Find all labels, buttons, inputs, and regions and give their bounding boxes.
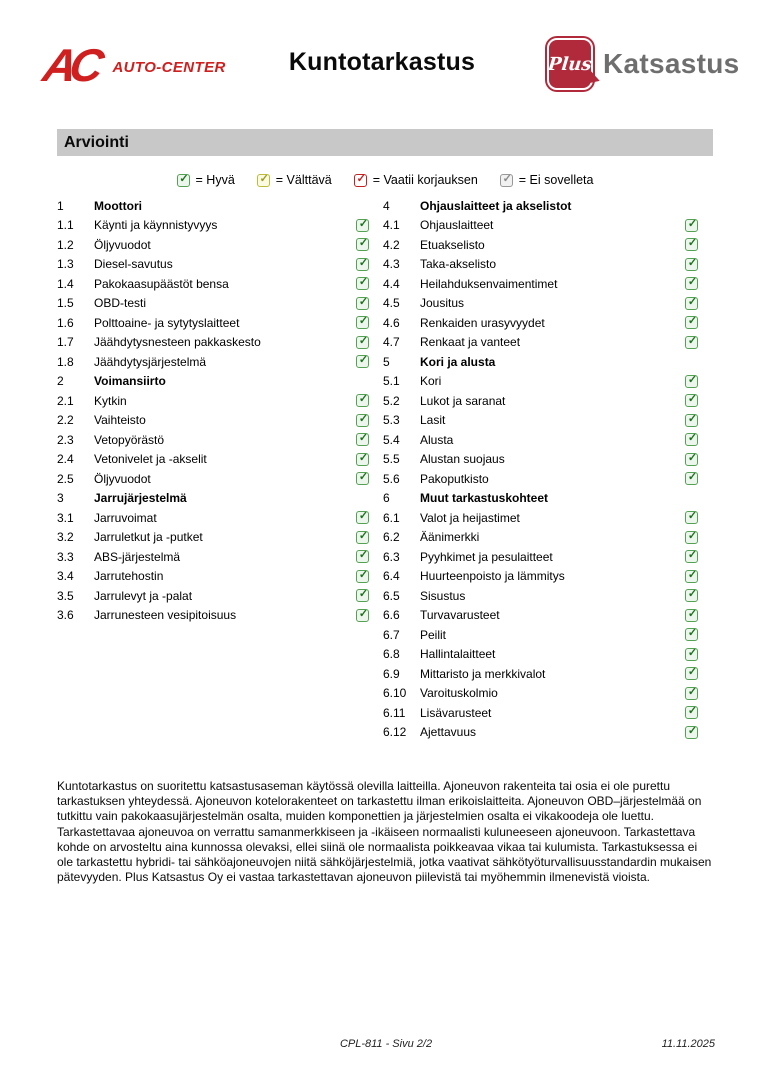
status-checkbox-na <box>500 174 513 187</box>
checklist-item-row <box>383 411 698 431</box>
status-checkbox-good <box>685 609 698 622</box>
status-checkbox-good <box>685 531 698 544</box>
check-icon: ✓ <box>687 666 698 679</box>
check-icon: ✓ <box>687 529 698 542</box>
item-label: Vetopyörästö <box>94 432 165 447</box>
item-number: 2.5 <box>57 471 74 486</box>
status-checkbox-good <box>356 219 369 232</box>
item-number: 6.11 <box>383 705 406 720</box>
checklist-section-row <box>383 352 698 372</box>
check-icon: ✓ <box>687 334 698 347</box>
checklist-item-row <box>57 216 369 236</box>
plus-katsastus-logo <box>545 38 740 90</box>
legend-item <box>500 173 594 187</box>
item-number: 4.2 <box>383 237 400 252</box>
item-label: Renkaat ja vanteet <box>420 335 521 350</box>
item-label: Jäähdytysjärjestelmä <box>94 354 207 369</box>
status-checkbox-good <box>685 453 698 466</box>
item-label: Heilahduksenvaimentimet <box>420 276 558 291</box>
checklist-section-row <box>383 489 698 509</box>
checklist-item-row <box>57 352 369 372</box>
item-label: Äänimerkki <box>420 530 480 545</box>
item-number: 3.6 <box>57 608 74 623</box>
status-checkbox-fair <box>257 174 270 187</box>
check-icon: ✓ <box>687 451 698 464</box>
item-number: 4 <box>383 198 390 213</box>
check-icon: ✓ <box>358 471 369 484</box>
checklist-item-row <box>57 430 369 450</box>
checklist-item-row <box>383 450 698 470</box>
item-number: 1.8 <box>57 354 74 369</box>
checklist-item-row <box>57 469 369 489</box>
item-label: Voimansiirto <box>94 374 166 389</box>
status-checkbox-good <box>356 531 369 544</box>
item-label: ABS-järjestelmä <box>94 549 181 564</box>
item-number: 1.1 <box>57 218 74 233</box>
plus-badge-text: Plus <box>547 53 593 75</box>
item-number: 1.2 <box>57 237 74 252</box>
item-number: 1.7 <box>57 335 74 350</box>
item-label: Alustan suojaus <box>420 452 505 467</box>
checklist-item-row <box>383 274 698 294</box>
checklist-item-row <box>383 567 698 587</box>
check-icon: ✓ <box>358 276 369 289</box>
check-icon: ✓ <box>687 685 698 698</box>
item-number: 6.4 <box>383 569 400 584</box>
status-checkbox-good <box>356 336 369 349</box>
item-label: Muut tarkastuskohteet <box>420 491 549 506</box>
checklist-item-row <box>383 313 698 333</box>
item-number: 6.5 <box>383 588 400 603</box>
item-label: Jarrutehostin <box>94 569 164 584</box>
footer <box>57 1038 715 1054</box>
item-number: 2.4 <box>57 452 74 467</box>
status-checkbox-good <box>685 297 698 310</box>
item-label: Lukot ja saranat <box>420 393 506 408</box>
checklist-item-row <box>383 528 698 548</box>
checklist <box>57 196 713 742</box>
check-icon: ✓ <box>687 588 698 601</box>
item-label: Ajettavuus <box>420 725 477 740</box>
check-icon: ✓ <box>687 393 698 406</box>
item-number: 6.7 <box>383 627 400 642</box>
checklist-section-row <box>57 372 369 392</box>
document-title: Kuntotarkastus <box>288 48 476 76</box>
item-number: 1.3 <box>57 257 74 272</box>
item-label: Jarruletkut ja -putket <box>94 530 203 545</box>
checklist-item-row <box>383 430 698 450</box>
item-number: 6.8 <box>383 647 400 662</box>
status-checkbox-good <box>685 238 698 251</box>
item-label: Diesel-savutus <box>94 257 173 272</box>
status-checkbox-good <box>356 472 369 485</box>
item-label: Jousitus <box>420 296 465 311</box>
status-checkbox-good <box>685 394 698 407</box>
checklist-item-row <box>57 508 369 528</box>
item-label: Vaihteisto <box>94 413 146 428</box>
item-number: 3.4 <box>57 569 74 584</box>
status-checkbox-good <box>685 628 698 641</box>
checklist-item-row <box>383 703 698 723</box>
check-icon: ✓ <box>502 172 512 185</box>
item-number: 6.12 <box>383 725 407 740</box>
item-label: Käynti ja käynnistyvyys <box>94 218 218 233</box>
status-checkbox-good <box>685 550 698 563</box>
item-number: 1.5 <box>57 296 74 311</box>
check-icon: ✓ <box>687 724 698 737</box>
checklist-item-row <box>383 664 698 684</box>
status-checkbox-good <box>177 174 190 187</box>
item-label: Öljyvuodot <box>94 237 151 252</box>
check-icon: ✓ <box>358 315 369 328</box>
item-number: 4.1 <box>383 218 400 233</box>
status-checkbox-good <box>685 414 698 427</box>
checklist-item-row <box>383 372 698 392</box>
status-checkbox-good <box>356 570 369 583</box>
check-icon: ✓ <box>687 627 698 640</box>
check-icon: ✓ <box>687 256 698 269</box>
checklist-column-left <box>57 196 369 742</box>
checklist-item-row <box>57 333 369 353</box>
legend-item <box>257 173 332 187</box>
item-number: 4.7 <box>383 335 400 350</box>
footer-page-number: CPL-811 - Sivu 2/2 <box>339 1038 433 1050</box>
item-label: Pakoputkisto <box>420 471 489 486</box>
checklist-item-row <box>383 469 698 489</box>
check-icon: ✓ <box>358 256 369 269</box>
item-label: Turvavarusteet <box>420 608 500 623</box>
status-checkbox-repair <box>354 174 367 187</box>
status-checkbox-good <box>685 648 698 661</box>
checklist-item-row <box>383 547 698 567</box>
item-number: 3.5 <box>57 588 74 603</box>
item-label: Peilit <box>420 627 447 642</box>
item-number: 6 <box>383 491 390 506</box>
ac-logo-text: AUTO-CENTER <box>112 58 226 76</box>
status-checkbox-good <box>356 394 369 407</box>
item-number: 1 <box>57 198 64 213</box>
status-checkbox-good <box>685 219 698 232</box>
checklist-item-row <box>57 274 369 294</box>
item-label: Valot ja heijastimet <box>420 510 520 525</box>
item-label: Mittaristo ja merkkivalot <box>420 666 546 681</box>
status-checkbox-good <box>356 453 369 466</box>
checklist-item-row <box>57 528 369 548</box>
checklist-item-row <box>383 723 698 743</box>
item-number: 3.1 <box>57 510 74 525</box>
status-checkbox-good <box>685 726 698 739</box>
checklist-item-row <box>57 411 369 431</box>
checklist-section-row <box>57 196 369 216</box>
item-number: 2.2 <box>57 413 74 428</box>
item-label: Kori ja alusta <box>420 354 496 369</box>
item-label: Jäähdytysnesteen pakkaskesto <box>94 335 261 350</box>
item-number: 2.3 <box>57 432 74 447</box>
item-number: 5.5 <box>383 452 400 467</box>
legend-label: = Vaatii korjauksen <box>372 173 478 187</box>
item-label: Ohjauslaitteet <box>420 218 494 233</box>
check-icon: ✓ <box>358 529 369 542</box>
status-checkbox-good <box>685 277 698 290</box>
item-number: 3.3 <box>57 549 74 564</box>
item-label: Öljyvuodot <box>94 471 151 486</box>
status-checkbox-good <box>356 258 369 271</box>
item-label: Moottori <box>94 198 142 213</box>
checklist-section-row <box>383 196 698 216</box>
item-number: 6.10 <box>383 686 407 701</box>
checklist-item-row <box>383 645 698 665</box>
status-checkbox-good <box>356 589 369 602</box>
item-number: 5.6 <box>383 471 400 486</box>
check-icon: ✓ <box>358 393 369 406</box>
check-icon: ✓ <box>687 295 698 308</box>
item-number: 4.3 <box>383 257 400 272</box>
check-icon: ✓ <box>358 334 369 347</box>
checklist-item-row <box>383 255 698 275</box>
status-checkbox-good <box>685 472 698 485</box>
checklist-item-row <box>57 547 369 567</box>
checklist-item-row <box>383 235 698 255</box>
check-icon: ✓ <box>687 471 698 484</box>
status-checkbox-good <box>356 297 369 310</box>
check-icon: ✓ <box>687 432 698 445</box>
checklist-item-row <box>383 294 698 314</box>
check-icon: ✓ <box>687 646 698 659</box>
check-icon: ✓ <box>358 354 369 367</box>
status-checkbox-good <box>356 511 369 524</box>
legend-label: = Hyvä <box>195 173 235 187</box>
status-checkbox-good <box>685 258 698 271</box>
legend-item <box>177 173 235 187</box>
item-label: OBD-testi <box>94 296 147 311</box>
item-label: Kytkin <box>94 393 127 408</box>
item-label: Vetonivelet ja -akselit <box>94 452 207 467</box>
checklist-item-row <box>57 255 369 275</box>
check-icon: ✓ <box>687 510 698 523</box>
speech-bubble-tail-icon <box>586 70 602 87</box>
checklist-item-row <box>57 450 369 470</box>
checklist-item-row <box>57 235 369 255</box>
checklist-item-row <box>383 625 698 645</box>
check-icon: ✓ <box>358 568 369 581</box>
check-icon: ✓ <box>358 237 369 250</box>
checklist-item-row <box>57 586 369 606</box>
item-number: 1.4 <box>57 276 74 291</box>
item-number: 5.1 <box>383 374 400 389</box>
item-number: 6.9 <box>383 666 400 681</box>
checklist-item-row <box>57 294 369 314</box>
checklist-item-row <box>383 586 698 606</box>
item-number: 1.6 <box>57 315 74 330</box>
status-checkbox-good <box>685 511 698 524</box>
legend-label: = Ei sovelleta <box>518 173 594 187</box>
status-checkbox-good <box>685 336 698 349</box>
item-number: 3.2 <box>57 530 74 545</box>
item-number: 5.4 <box>383 432 400 447</box>
item-label: Kori <box>420 374 442 389</box>
status-checkbox-good <box>356 277 369 290</box>
item-number: 6.3 <box>383 549 400 564</box>
item-label: Jarruvoimat <box>94 510 157 525</box>
item-number: 4.6 <box>383 315 400 330</box>
check-icon: ✓ <box>358 607 369 620</box>
section-header-arviointi: Arviointi <box>57 129 713 156</box>
status-checkbox-good <box>356 550 369 563</box>
check-icon: ✓ <box>358 432 369 445</box>
item-label: Jarrunesteen vesipitoisuus <box>94 608 237 623</box>
check-icon: ✓ <box>687 237 698 250</box>
checklist-item-row <box>383 606 698 626</box>
status-checkbox-good <box>685 570 698 583</box>
item-number: 6.1 <box>383 510 400 525</box>
status-checkbox-good <box>356 238 369 251</box>
item-label: Varoituskolmio <box>420 686 498 701</box>
legend-label: = Välttävä <box>275 173 332 187</box>
status-checkbox-good <box>685 375 698 388</box>
item-label: Lasit <box>420 413 446 428</box>
checklist-column-right <box>383 196 698 742</box>
ac-logo-mark-icon: AC <box>39 39 102 91</box>
status-checkbox-good <box>356 609 369 622</box>
checklist-item-row <box>57 313 369 333</box>
status-checkbox-good <box>685 687 698 700</box>
status-checkbox-good <box>685 667 698 680</box>
check-icon: ✓ <box>259 172 269 185</box>
item-label: Taka-akselisto <box>420 257 497 272</box>
status-checkbox-good <box>356 433 369 446</box>
item-label: Alusta <box>420 432 454 447</box>
status-checkbox-good <box>685 706 698 719</box>
status-checkbox-good <box>356 316 369 329</box>
legend-item <box>354 173 478 187</box>
item-number: 6.6 <box>383 608 400 623</box>
checklist-item-row <box>57 391 369 411</box>
item-label: Renkaiden urasyvyydet <box>420 315 545 330</box>
check-icon: ✓ <box>358 588 369 601</box>
item-number: 4.4 <box>383 276 400 291</box>
status-checkbox-good <box>685 433 698 446</box>
check-icon: ✓ <box>358 295 369 308</box>
item-number: 5 <box>383 354 390 369</box>
disclaimer-text: Kuntotarkastus on suoritettu katsastusaseman käytössä olevilla laitteilla. Ajoneuvon rakenteita tai osia ei ole purettu tarkastuksen yhteydessä. Ajoneuvon kotelorakenteet on tarkastettu ilman erikoislaitteita. Ajoneuvon OBD–järjestelmää on tutkittu vain pakokaasujärjestelmän osalta, muiden komponettien ja järjestelmien osalta ei vikakoodeja ole luettu. Tarkastettavaa ajoneuvoa on verrattu samanmerkkiseen ja -ikäiseen normaalisti kuluneeseen ajoneuvoon. Tarkastettava kohde on arvosteltu aina kunnossa olevaksi, ellei siinä ole normaalista poikkeavaa vikaa tai kulumista. Tarkastuksessa ei ole tarkastettu hybridi- tai sähköajoneuvojen niitä sähköjärjestelmiä, jotka vaativat sähkötyöturvallisuusstandardin mukaisen pätevyyden. Plus Katsastus Oy ei vastaa tarkastettavan ajoneuvon piilevistä tai myöhemmin ilmenevistä vioista. <box>57 779 712 885</box>
check-icon: ✓ <box>687 705 698 718</box>
status-checkbox-good <box>685 316 698 329</box>
item-label: Sisustus <box>420 588 466 603</box>
item-label: Ohjauslaitteet ja akselistot <box>420 198 572 213</box>
checklist-section-row <box>57 489 369 509</box>
status-legend <box>57 170 713 190</box>
check-icon: ✓ <box>687 373 698 386</box>
item-number: 2.1 <box>57 393 74 408</box>
item-label: Hallintalaitteet <box>420 647 496 662</box>
item-number: 3 <box>57 491 64 506</box>
check-icon: ✓ <box>358 451 369 464</box>
check-icon: ✓ <box>687 412 698 425</box>
item-number: 5.2 <box>383 393 400 408</box>
footer-date: 11.11.2025 <box>661 1038 715 1050</box>
check-icon: ✓ <box>687 607 698 620</box>
status-checkbox-good <box>685 589 698 602</box>
checklist-item-row <box>57 567 369 587</box>
item-label: Pakokaasupäästöt bensa <box>94 276 229 291</box>
item-number: 6.2 <box>383 530 400 545</box>
item-label: Huurteenpoisto ja lämmitys <box>420 569 565 584</box>
checklist-item-row <box>383 391 698 411</box>
status-checkbox-good <box>356 414 369 427</box>
item-label: Jarrulevyt ja -palat <box>94 588 193 603</box>
item-label: Pyyhkimet ja pesulaitteet <box>420 549 553 564</box>
check-icon: ✓ <box>358 510 369 523</box>
check-icon: ✓ <box>687 315 698 328</box>
check-icon: ✓ <box>358 549 369 562</box>
item-label: Lisävarusteet <box>420 705 492 720</box>
check-icon: ✓ <box>687 549 698 562</box>
item-label: Etuakselisto <box>420 237 485 252</box>
checklist-item-row <box>383 333 698 353</box>
check-icon: ✓ <box>356 172 366 185</box>
item-number: 5.3 <box>383 413 400 428</box>
checklist-item-row <box>57 606 369 626</box>
checklist-item-row <box>383 216 698 236</box>
checklist-item-row <box>383 684 698 704</box>
item-number: 2 <box>57 374 64 389</box>
checklist-item-row <box>383 508 698 528</box>
plus-logo-text: Katsastus <box>603 48 740 79</box>
plus-badge-icon <box>547 38 593 90</box>
status-checkbox-good <box>356 355 369 368</box>
item-label: Polttoaine- ja sytytyslaitteet <box>94 315 240 330</box>
check-icon: ✓ <box>179 172 189 185</box>
check-icon: ✓ <box>358 412 369 425</box>
item-label: Jarrujärjestelmä <box>94 491 187 506</box>
item-number: 4.5 <box>383 296 400 311</box>
check-icon: ✓ <box>687 568 698 581</box>
check-icon: ✓ <box>687 276 698 289</box>
check-icon: ✓ <box>358 217 369 230</box>
check-icon: ✓ <box>687 217 698 230</box>
